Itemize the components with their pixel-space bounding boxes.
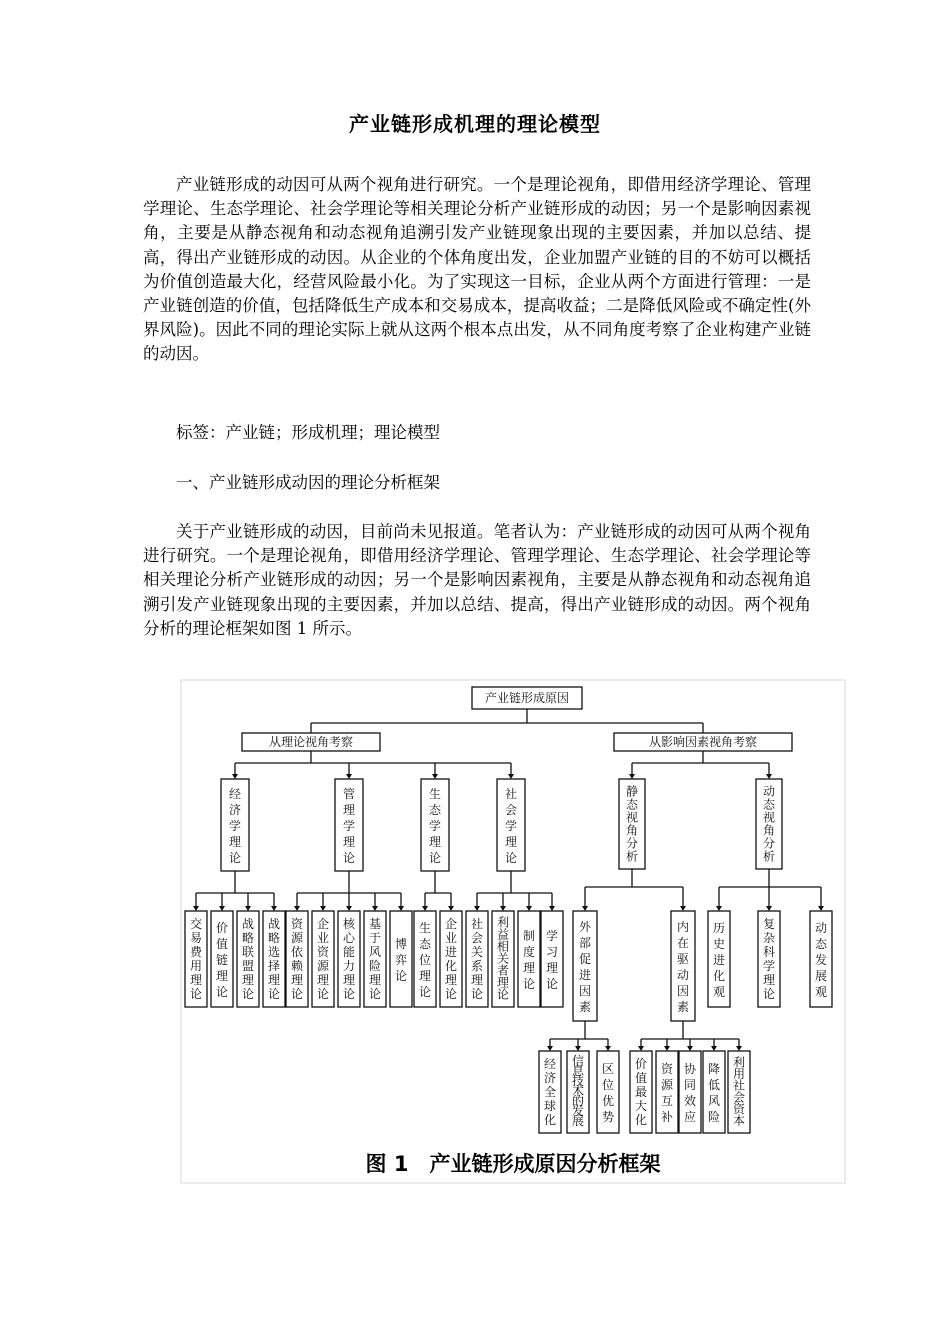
arrow-head [245,906,251,911]
arrow-head [818,906,824,911]
arrow-head [193,906,199,911]
eco-leaf-label: 企业进化理论 [444,917,458,1002]
arrow-head [716,906,722,911]
mgmt-leaf-label: 博弈论 [394,936,408,983]
dynamic-leaf-label: 历史进化观 [712,920,726,999]
soc-leaf-box [541,911,563,1007]
soc-leaf-label: 学习理论 [545,928,559,991]
factor-branch-label: 从影响因素视角考察 [648,735,758,749]
mgmt-leaf-label: 企业资源理论 [316,917,330,1002]
arrow-head [575,1046,581,1051]
mgmt-leaf-label: 核心能力理论 [342,917,356,1002]
soc-leaf-label: 制度理论 [522,928,536,991]
mgmt-leaf-label: 资源依赖理论 [290,917,304,1002]
arrow-head [508,774,514,779]
external-leaf-label: 区位优势 [601,1061,615,1124]
arrow-head [219,906,225,911]
arrow-head [766,906,772,911]
sociology-theory-label: 社会学理论 [504,786,518,865]
econ-leaf-label: 交易费用理论 [189,917,203,1002]
static-analysis-label: 静态视角分析 [625,784,639,864]
econ-leaf-label: 战略联盟理论 [241,917,255,1002]
mgmt-leaf-label: 基于风险理论 [368,917,382,1002]
framework-figure [180,679,846,1184]
internal-leaf-label: 资源互补 [660,1061,674,1124]
internal-leaf-label: 降低风险 [707,1061,721,1124]
arrow-head [232,774,238,779]
arrow-head [680,906,686,911]
arrow-head [638,1046,644,1051]
arrow-head [448,906,454,911]
figure-caption: 图 1 产业链形成原因分析框架 [365,1152,661,1176]
internal-factors-label: 内在驱动因素 [676,919,690,1014]
arrow-head [605,1046,611,1051]
econ-leaf-label: 价值链理论 [215,920,229,999]
dynamic-leaf-label: 复杂科学理论 [762,917,776,1002]
keywords-line: 标签：产业链；形成机理；理论模型 [176,423,440,442]
arrow-head [687,1046,693,1051]
external-leaf-label: 信息技术的发展 [571,1054,585,1128]
arrow-head [549,906,555,911]
root-node-label: 产业链形成原因 [484,691,570,705]
internal-leaf-label: 协同效应 [683,1061,697,1124]
internal-leaf-label: 利用社会资本 [732,1055,746,1128]
abstract-paragraph: 产业链形成的动因可从两个视角进行研究。一个是理论视角，即借用经济学理论、管理学理论、生态学理论、社会学理论等相关理论分析产业链形成的动因；另一个是影响因素视角，主要是从静态视角和动态视角追溯引发产业链现象出现的主要因素，并加以总结、提高，得出产业链形成的动因。从企业的个体角度出发，企业加盟产业链的目的不妨可以概括为价值创造最大化，经营风险最小化。为了实现这一目标，企业从两个方面进行管理：一是产业链创造的价值，包括降低生产成本和交易成本，提高收益；二是降低风险或不确定性(外界风险)。因此不同的理论实际上就从这两个根本点出发，从不同角度考察了企业构建产业链的动因。 [143,175,811,364]
external-factors-label: 外部促进因素 [578,919,592,1014]
arrow-head [320,906,326,911]
management-theory-label: 管理学理论 [342,786,356,865]
soc-leaf-label: 社会关系理论 [470,917,484,1002]
internal-leaf-label: 价值最大化 [634,1057,648,1128]
arrow-head [500,906,506,911]
arrow-head [766,774,772,779]
arrow-head [736,1046,742,1051]
external-leaf-label: 经济全球化 [543,1057,557,1128]
econ-leaf-label: 战略选择理论 [267,917,281,1002]
arrow-head [526,906,532,911]
soc-leaf-label: 利益相关者理论 [496,915,510,1002]
arrow-head [629,774,635,779]
arrow-head [711,1046,717,1051]
arrow-head [432,774,438,779]
body-paragraph: 关于产业链形成的动因，目前尚未见报道。笔者认为：产业链形成的动因可从两个视角进行研究。一个是理论视角，即借用经济学理论、管理学理论、生态学理论、社会学理论等相关理论分析产业链形成的动因；另一个是影响因素视角，主要是从静态视角和动态视角追溯引发产业链现象出现的主要因素，并加以总结、提高，得出产业链形成的动因。两个视角分析的理论框架如图 1 所示。 [143,522,811,638]
arrow-head [474,906,480,911]
ecology-theory-label: 生态学理论 [428,786,442,865]
arrow-head [398,906,404,911]
theory-branch-label: 从理论视角考察 [268,735,354,749]
section-heading: 一、产业链形成动因的理论分析框架 [176,473,440,492]
dynamic-leaf-label: 动态发展观 [814,920,828,999]
eco-leaf-label: 生态位理论 [418,920,432,999]
document-title: 产业链形成机理的理论模型 [349,112,601,136]
arrow-head [346,774,352,779]
arrow-head [547,1046,553,1051]
economics-theory-label: 经济学理论 [228,786,242,865]
arrow-head [271,906,277,911]
arrow-head [582,906,588,911]
framework-diagram [180,679,846,1184]
arrow-head [294,906,300,911]
dynamic-analysis-label: 动态视角分析 [762,784,776,864]
arrow-head [664,1046,670,1051]
soc-leaf-box [518,911,540,1007]
arrow-head [372,906,378,911]
arrow-head [422,906,428,911]
arrow-head [346,906,352,911]
